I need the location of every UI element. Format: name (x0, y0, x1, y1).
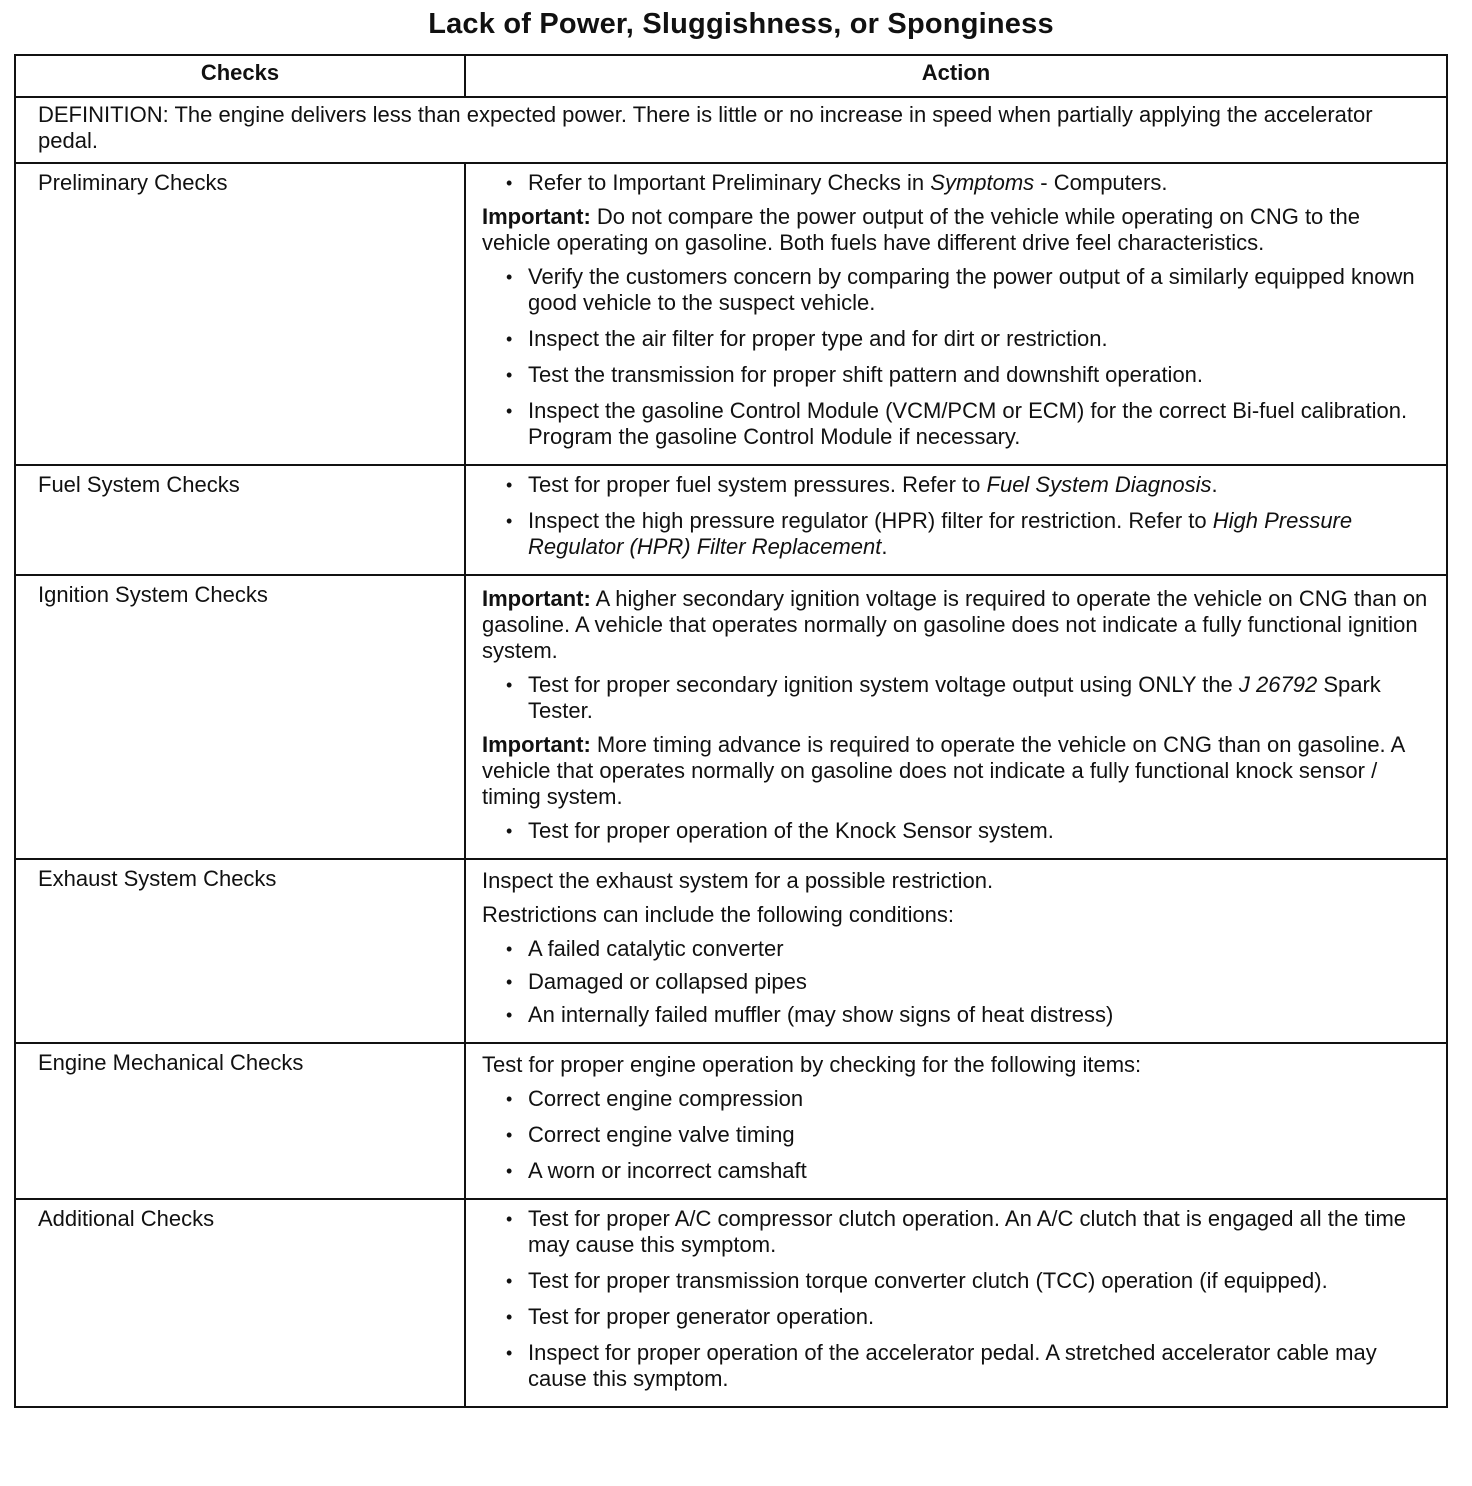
bullet-icon: • (506, 365, 513, 385)
bullet-icon: • (506, 1161, 513, 1181)
check-label-mechanical: Engine Mechanical Checks (15, 1043, 465, 1199)
bullet-icon: • (506, 511, 513, 531)
list-item: • Test for proper A/C compressor clutch operation. An A/C clutch that is engaged all the time may cause this symptom. (506, 1206, 1407, 1257)
bullet-icon: • (506, 1307, 513, 1327)
checks-column-header: Checks (15, 55, 465, 97)
list-item: • A worn or incorrect camshaft (506, 1158, 807, 1183)
action-paragraph: Inspect the exhaust system for a possible restriction. (482, 868, 994, 893)
bullet-icon: • (506, 475, 513, 495)
action-column-header: Action (465, 55, 1447, 97)
diagnostic-table (14, 54, 1448, 1408)
list-item: • Verify the customers concern by comparing the power output of a similarly equipped known good vehicle to the suspect vehicle. (506, 264, 1415, 315)
bullet-icon: • (506, 1271, 513, 1291)
important-note: Important: A higher secondary ignition voltage is required to operate the vehicle on CNG than on gasoline. A vehicle that operates normally on gasoline does not indicate a fully functional ignition system. (482, 586, 1428, 663)
bullet-list (482, 672, 1428, 724)
list-item: • Inspect the high pressure regulator (HPR) filter for restriction. Refer to High Pressure Regulator (HPR) Filter Replacement. (506, 508, 1353, 559)
list-item: • An internally failed muffler (may show signs of heat distress) (506, 1002, 1114, 1027)
check-label-preliminary: Preliminary Checks (15, 163, 465, 465)
bullet-icon: • (506, 267, 513, 287)
table-row (15, 1043, 1447, 1199)
table-row (15, 575, 1447, 859)
check-label-fuel: Fuel System Checks (15, 465, 465, 575)
bullet-icon: • (506, 173, 513, 193)
action-cell-additional (465, 1199, 1447, 1407)
bullet-list (482, 1086, 1428, 1184)
check-label-ignition: Ignition System Checks (15, 575, 465, 859)
bullet-icon: • (506, 329, 513, 349)
list-item: • A failed catalytic converter (506, 936, 784, 961)
action-cell-fuel (465, 465, 1447, 575)
list-item: • Correct engine valve timing (506, 1122, 795, 1147)
bullet-icon: • (506, 821, 513, 841)
bullet-icon: • (506, 1005, 513, 1025)
bullet-list (482, 1206, 1428, 1392)
bullet-icon: • (506, 401, 513, 421)
tool-reference: J 26792 (1238, 672, 1318, 697)
bullet-list (482, 264, 1428, 450)
table-header-row (15, 55, 1447, 97)
bullet-icon: • (506, 1209, 513, 1229)
list-item: • Inspect the gasoline Control Module (VCM/PCM or ECM) for the correct Bi-fuel calibration. Program the gasoline Control Module if necessary. (506, 398, 1408, 449)
check-label-additional: Additional Checks (15, 1199, 465, 1407)
list-item: • Test for proper secondary ignition system voltage output using ONLY the J 26792 Spark Tester. (506, 672, 1381, 723)
action-cell-exhaust (465, 859, 1447, 1043)
action-cell-ignition (465, 575, 1447, 859)
bullet-list (482, 936, 1428, 1028)
definition-text: DEFINITION: The engine delivers less than expected power. There is little or no increase in speed when partially applying the accelerator pedal. (15, 97, 1447, 163)
action-paragraph: Test for proper engine operation by checking for the following items: (482, 1052, 1142, 1077)
list-item: • Test for proper operation of the Knock Sensor system. (506, 818, 1054, 843)
action-paragraph: Restrictions can include the following conditions: (482, 902, 955, 927)
check-label-exhaust: Exhaust System Checks (15, 859, 465, 1043)
important-note: Important: Do not compare the power output of the vehicle while operating on CNG to the vehicle operating on gasoline. Both fuels have different drive feel characteristics. (482, 204, 1360, 255)
list-item: • Test for proper transmission torque converter clutch (TCC) operation (if equipped). (506, 1268, 1328, 1293)
bullet-icon: • (506, 1125, 513, 1145)
bullet-icon: • (506, 939, 513, 959)
list-item: • Inspect for proper operation of the accelerator pedal. A stretched accelerator cable may cause this symptom. (506, 1340, 1377, 1391)
bullet-list (482, 472, 1428, 560)
table-row (15, 465, 1447, 575)
bullet-icon: • (506, 1343, 513, 1363)
action-cell-preliminary (465, 163, 1447, 465)
list-item: • Test for proper fuel system pressures. Refer to Fuel System Diagnosis. (506, 472, 1218, 497)
bullet-icon: • (506, 675, 513, 695)
bullet-icon: • (506, 1089, 513, 1109)
bullet-icon: • (506, 972, 513, 992)
table-row (15, 1199, 1447, 1407)
table-row (15, 859, 1447, 1043)
document-title: Lack of Power, Sluggishness, or Sponginess (428, 8, 1054, 40)
manual-reference: Fuel System Diagnosis (986, 472, 1212, 497)
list-item: • Test for proper generator operation. (506, 1304, 875, 1329)
manual-reference: High Pressure Regulator (HPR) Filter Replacement (528, 508, 1353, 559)
definition-row (15, 97, 1447, 163)
list-item: • Correct engine compression (506, 1086, 804, 1111)
table-row (15, 163, 1447, 465)
list-item: • Damaged or collapsed pipes (506, 969, 807, 994)
list-item: • Refer to Important Preliminary Checks in Symptoms - Computers. (506, 170, 1168, 195)
manual-reference: Symptoms (930, 170, 1035, 195)
list-item: • Inspect the air filter for proper type and for dirt or restriction. (506, 326, 1108, 351)
list-item: • Test the transmission for proper shift pattern and downshift operation. (506, 362, 1204, 387)
bullet-list (482, 170, 1428, 196)
important-note: Important: More timing advance is required to operate the vehicle on CNG than on gasoline. A vehicle that operates normally on gasoline does not indicate a fully functional knock sensor / timing system. (482, 732, 1405, 809)
bullet-list (482, 818, 1428, 844)
action-cell-mechanical (465, 1043, 1447, 1199)
